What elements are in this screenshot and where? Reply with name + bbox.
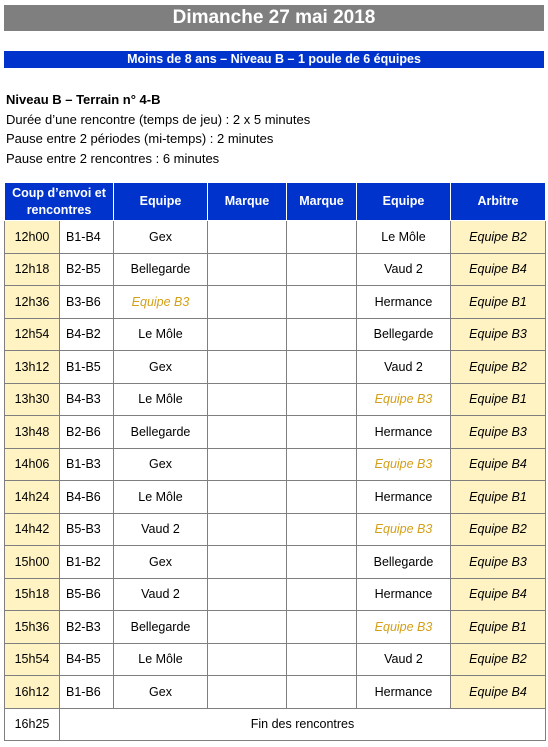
team1-cell: Bellegarde [114, 611, 208, 644]
match-code: B1-B5 [60, 351, 114, 384]
team2-cell: Bellegarde [357, 318, 451, 351]
score1-cell [208, 546, 287, 579]
team1-cell: Le Môle [114, 643, 208, 676]
match-code: B5-B6 [60, 578, 114, 611]
score1-cell [208, 611, 287, 644]
team2-cell: Equipe B3 [357, 448, 451, 481]
team1-cell: Gex [114, 448, 208, 481]
match-code: B4-B5 [60, 643, 114, 676]
match-code: B4-B2 [60, 318, 114, 351]
score2-cell [287, 643, 357, 676]
match-code: B2-B5 [60, 253, 114, 286]
table-row [5, 383, 546, 416]
info-line: Pause entre 2 rencontres : 6 minutes [6, 150, 220, 166]
table-row [5, 221, 546, 254]
info-heading: Niveau B – Terrain n° 4-B [6, 92, 161, 107]
team1-cell: Bellegarde [114, 253, 208, 286]
table-row [5, 351, 546, 384]
score2-cell [287, 546, 357, 579]
team2-cell: Vaud 2 [357, 351, 451, 384]
kickoff-time: 12h36 [5, 286, 60, 319]
referee-cell: Equipe B4 [451, 676, 546, 709]
match-code: B4-B6 [60, 481, 114, 514]
table-row [5, 611, 546, 644]
score2-cell [287, 578, 357, 611]
referee-cell: Equipe B2 [451, 221, 546, 254]
referee-cell: Equipe B1 [451, 286, 546, 319]
score2-cell [287, 383, 357, 416]
referee-cell: Equipe B4 [451, 448, 546, 481]
score1-cell [208, 318, 287, 351]
info-block [6, 90, 310, 168]
kickoff-time: 15h54 [5, 643, 60, 676]
table-row [5, 513, 546, 546]
team1-cell: Le Môle [114, 383, 208, 416]
kickoff-time: 14h42 [5, 513, 60, 546]
referee-cell: Equipe B2 [451, 643, 546, 676]
team1-cell: Gex [114, 351, 208, 384]
team2-cell: Hermance [357, 416, 451, 449]
score2-cell [287, 481, 357, 514]
kickoff-time: 16h12 [5, 676, 60, 709]
category-banner: Moins de 8 ans – Niveau B – 1 poule de 6 équipes [4, 51, 544, 68]
referee-cell: Equipe B3 [451, 318, 546, 351]
referee-cell: Equipe B1 [451, 383, 546, 416]
score2-cell [287, 318, 357, 351]
table-row [5, 318, 546, 351]
header-team2: Equipe [357, 183, 451, 221]
referee-cell: Equipe B3 [451, 416, 546, 449]
team2-cell: Vaud 2 [357, 643, 451, 676]
match-code: B1-B6 [60, 676, 114, 709]
score1-cell [208, 383, 287, 416]
referee-cell: Equipe B4 [451, 578, 546, 611]
table-row [5, 448, 546, 481]
referee-cell: Equipe B1 [451, 611, 546, 644]
referee-cell: Equipe B1 [451, 481, 546, 514]
header-kickoff: Coup d’envoi et rencontres [5, 183, 114, 221]
kickoff-time: 13h48 [5, 416, 60, 449]
kickoff-time: 14h24 [5, 481, 60, 514]
table-row [5, 578, 546, 611]
team1-cell: Le Môle [114, 318, 208, 351]
team1-cell: Bellegarde [114, 416, 208, 449]
team1-cell: Equipe B3 [114, 286, 208, 319]
kickoff-time: 14h06 [5, 448, 60, 481]
match-code: B1-B4 [60, 221, 114, 254]
header-team1: Equipe [114, 183, 208, 221]
team2-cell: Hermance [357, 578, 451, 611]
kickoff-time: 12h54 [5, 318, 60, 351]
score1-cell [208, 676, 287, 709]
match-code: B1-B3 [60, 448, 114, 481]
team1-cell: Vaud 2 [114, 578, 208, 611]
match-code: B3-B6 [60, 286, 114, 319]
table-row [5, 416, 546, 449]
match-code: B1-B2 [60, 546, 114, 579]
table-row [5, 676, 546, 709]
referee-cell: Equipe B3 [451, 546, 546, 579]
score1-cell [208, 253, 287, 286]
score2-cell [287, 416, 357, 449]
team1-cell: Gex [114, 546, 208, 579]
team2-cell: Le Môle [357, 221, 451, 254]
page-title: Dimanche 27 mai 2018 [4, 5, 544, 31]
score2-cell [287, 611, 357, 644]
score1-cell [208, 481, 287, 514]
score2-cell [287, 676, 357, 709]
end-time: 16h25 [5, 708, 60, 740]
header-score1: Marque [208, 183, 287, 221]
team1-cell: Le Môle [114, 481, 208, 514]
team2-cell: Hermance [357, 481, 451, 514]
referee-cell: Equipe B2 [451, 513, 546, 546]
score2-cell [287, 448, 357, 481]
team2-cell: Equipe B3 [357, 513, 451, 546]
table-row [5, 546, 546, 579]
team1-cell: Gex [114, 221, 208, 254]
score2-cell [287, 253, 357, 286]
table-row [5, 643, 546, 676]
team2-cell: Equipe B3 [357, 383, 451, 416]
header-row [5, 183, 546, 221]
score1-cell [208, 221, 287, 254]
team2-cell: Hermance [357, 676, 451, 709]
kickoff-time: 13h12 [5, 351, 60, 384]
match-code: B2-B3 [60, 611, 114, 644]
score2-cell [287, 221, 357, 254]
score2-cell [287, 286, 357, 319]
team2-cell: Bellegarde [357, 546, 451, 579]
info-line: Durée d’une rencontre (temps de jeu) : 2 x 5 minutes [6, 111, 311, 127]
team2-cell: Vaud 2 [357, 253, 451, 286]
score1-cell [208, 416, 287, 449]
team2-cell: Equipe B3 [357, 611, 451, 644]
table-row [5, 481, 546, 514]
score1-cell [208, 286, 287, 319]
score2-cell [287, 351, 357, 384]
match-code: B2-B6 [60, 416, 114, 449]
match-code: B4-B3 [60, 383, 114, 416]
schedule-table [4, 182, 546, 741]
score1-cell [208, 448, 287, 481]
end-row [5, 708, 546, 740]
score1-cell [208, 351, 287, 384]
header-score2: Marque [287, 183, 357, 221]
score1-cell [208, 578, 287, 611]
end-text: Fin des rencontres [60, 708, 546, 740]
team1-cell: Gex [114, 676, 208, 709]
team2-cell: Hermance [357, 286, 451, 319]
score2-cell [287, 513, 357, 546]
score1-cell [208, 643, 287, 676]
score1-cell [208, 513, 287, 546]
kickoff-time: 15h18 [5, 578, 60, 611]
kickoff-time: 12h00 [5, 221, 60, 254]
table-row [5, 253, 546, 286]
header-referee: Arbitre [451, 183, 546, 221]
table-row [5, 286, 546, 319]
kickoff-time: 15h36 [5, 611, 60, 644]
info-line: Pause entre 2 périodes (mi-temps) : 2 minutes [6, 131, 274, 146]
kickoff-time: 15h00 [5, 546, 60, 579]
referee-cell: Equipe B4 [451, 253, 546, 286]
team1-cell: Vaud 2 [114, 513, 208, 546]
kickoff-time: 13h30 [5, 383, 60, 416]
referee-cell: Equipe B2 [451, 351, 546, 384]
match-code: B5-B3 [60, 513, 114, 546]
kickoff-time: 12h18 [5, 253, 60, 286]
